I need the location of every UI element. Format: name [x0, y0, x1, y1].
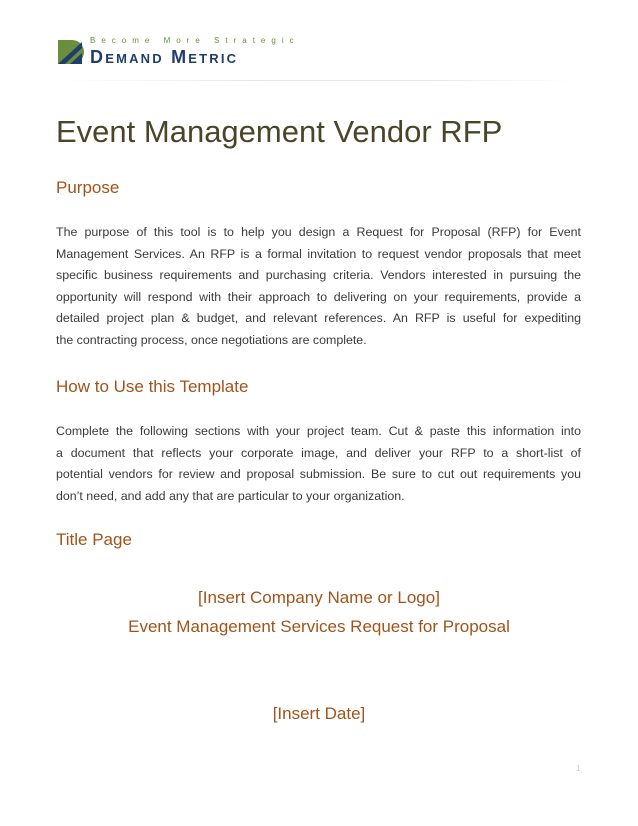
- header-divider: [56, 80, 576, 81]
- rfp-title-line: Event Management Services Request for Proposal: [128, 617, 510, 636]
- logo-name: Demand Metric: [90, 47, 239, 67]
- purpose-line: The purpose of this tool is to help you design a Request for Proposal (RFP) for Event: [56, 225, 581, 239]
- purpose-line: Management Services. An RFP is a formal invitation to request vendor proposals that meet: [56, 246, 581, 261]
- logo-tagline: Become More Strategic: [90, 36, 300, 45]
- purpose-paragraph: [56, 222, 581, 351]
- title-page-heading: Title Page: [56, 530, 132, 549]
- date-placeholder: [Insert Date]: [272, 704, 366, 723]
- how-to-line: a document that reflects your corporate image, and deliver your RFP to a short-list of: [56, 445, 581, 460]
- how-to-line: potential vendors for review and proposal submission. Be sure to cut out requirements you: [56, 467, 581, 481]
- purpose-line: specific business requirements and purchasing criteria. Vendors interested in pursuing the: [56, 268, 581, 282]
- how-to-heading: How to Use this Template: [56, 377, 249, 396]
- purpose-line: detailed project plan & budget, and relevant references. An RFP is useful for expediting: [56, 311, 581, 325]
- page-number: 1: [576, 764, 581, 773]
- company-name-placeholder: [Insert Company Name or Logo]: [198, 588, 440, 607]
- demand-metric-logo-mark-icon: [56, 38, 84, 66]
- how-to-line: Complete the following sections with your project team. Cut & paste this information into: [56, 424, 581, 438]
- document-title: Event Management Vendor RFP: [56, 114, 503, 149]
- purpose-heading: Purpose: [56, 178, 120, 197]
- purpose-line: the contracting process, once negotiations are complete.: [56, 332, 367, 347]
- company-logo: [56, 36, 316, 70]
- how-to-line: don’t need, and add any that are particular to your organization.: [56, 488, 405, 503]
- purpose-line: opportunity will respond with their approach to delivering on your requirements, provide a: [56, 289, 581, 304]
- how-to-paragraph: [56, 421, 581, 507]
